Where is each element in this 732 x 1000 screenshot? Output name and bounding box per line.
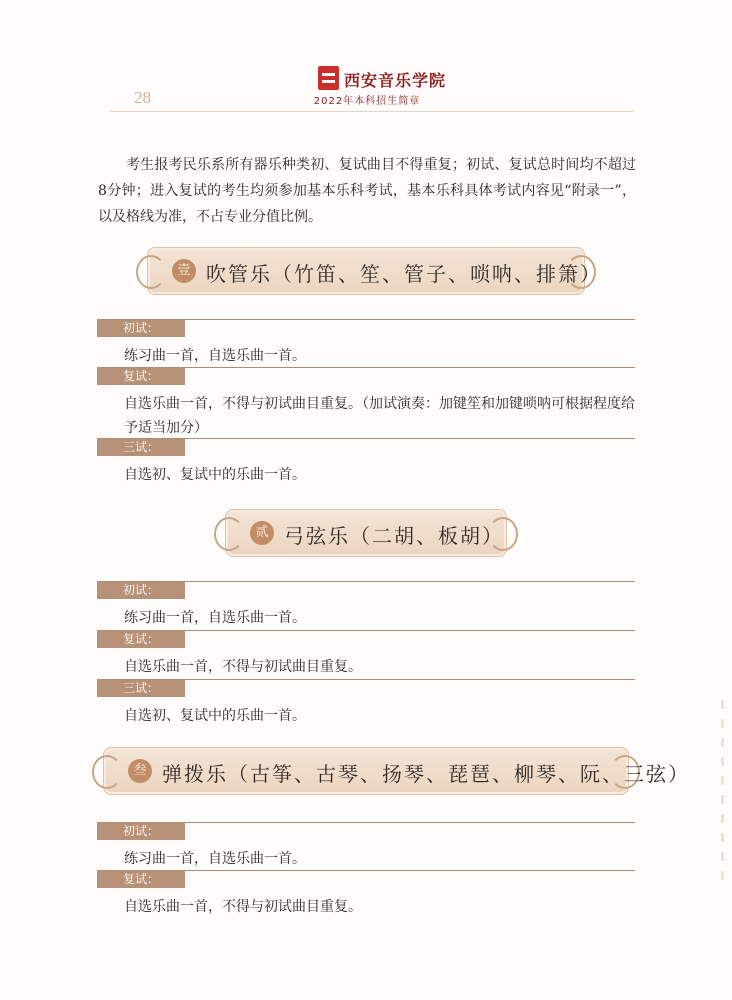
stage-label: 三试： [97, 680, 185, 697]
school-emblem-icon [318, 66, 339, 90]
section-title: 弹拨乐（古筝、古琴、扬琴、琵琶、柳琴、阮、三弦） [162, 762, 690, 786]
stage-label: 复试： [97, 368, 185, 385]
intro-paragraph: 考生报考民乐系所有器乐种类初、复试曲目不得重复；初试、复试总时间均不超过8分钟；进入复试的考生均须参加基本乐科考试，基本乐科具体考试内容见“附录一”，以及格线为准，不占专业分值比例。 [98, 157, 636, 225]
page-header [0, 0, 732, 120]
section-numeral: 贰 [250, 521, 274, 545]
scroll-ornament-left-icon [136, 255, 166, 289]
school-name: 西安音乐学院 [344, 71, 447, 90]
stage-label: 复试： [97, 871, 185, 888]
stage-label: 三试： [97, 439, 185, 456]
page-number: 28 [134, 88, 151, 107]
stage-text: 自选初、复试中的乐曲一首。 [124, 708, 306, 724]
scroll-ornament-left-icon [92, 755, 122, 789]
header-divider [110, 111, 634, 112]
stage-text: 自选乐曲一首，不得与初试曲目重复。 [124, 659, 362, 675]
stage-text: 自选初、复试中的乐曲一首。 [124, 467, 306, 483]
section-title: 吹管乐（竹笛、笙、管子、唢呐、排箫） [206, 262, 602, 286]
section-banner-bowed [228, 512, 504, 554]
stage-text: 练习曲一首，自选乐曲一首。 [124, 348, 306, 364]
stage-label: 复试： [97, 631, 185, 648]
stage-text: 自选乐曲一首，不得与初试曲目重复。（加试演奏：加键笙和加键唢呐可根据程度给予适当加分） [124, 396, 635, 436]
section-numeral: 壹 [172, 259, 196, 283]
section-banner-wind [150, 250, 602, 292]
stage-label: 初试： [97, 320, 185, 337]
section-numeral: 叁 [128, 759, 152, 783]
school-logo [318, 66, 447, 91]
brochure-subtitle: 2022年本科招生简章 [313, 96, 421, 107]
stage-label: 初试： [97, 582, 185, 599]
stage-label: 初试： [97, 823, 185, 840]
section-title: 弓弦乐（二胡、板胡） [284, 524, 504, 548]
scroll-ornament-left-icon [214, 517, 244, 551]
stage-text: 练习曲一首，自选乐曲一首。 [124, 851, 306, 867]
stage-text: 自选乐曲一首，不得与初试曲目重复。 [124, 899, 362, 915]
stage-text: 练习曲一首，自选乐曲一首。 [124, 610, 306, 626]
side-decoration [716, 700, 728, 920]
section-banner-plucked [106, 750, 690, 792]
